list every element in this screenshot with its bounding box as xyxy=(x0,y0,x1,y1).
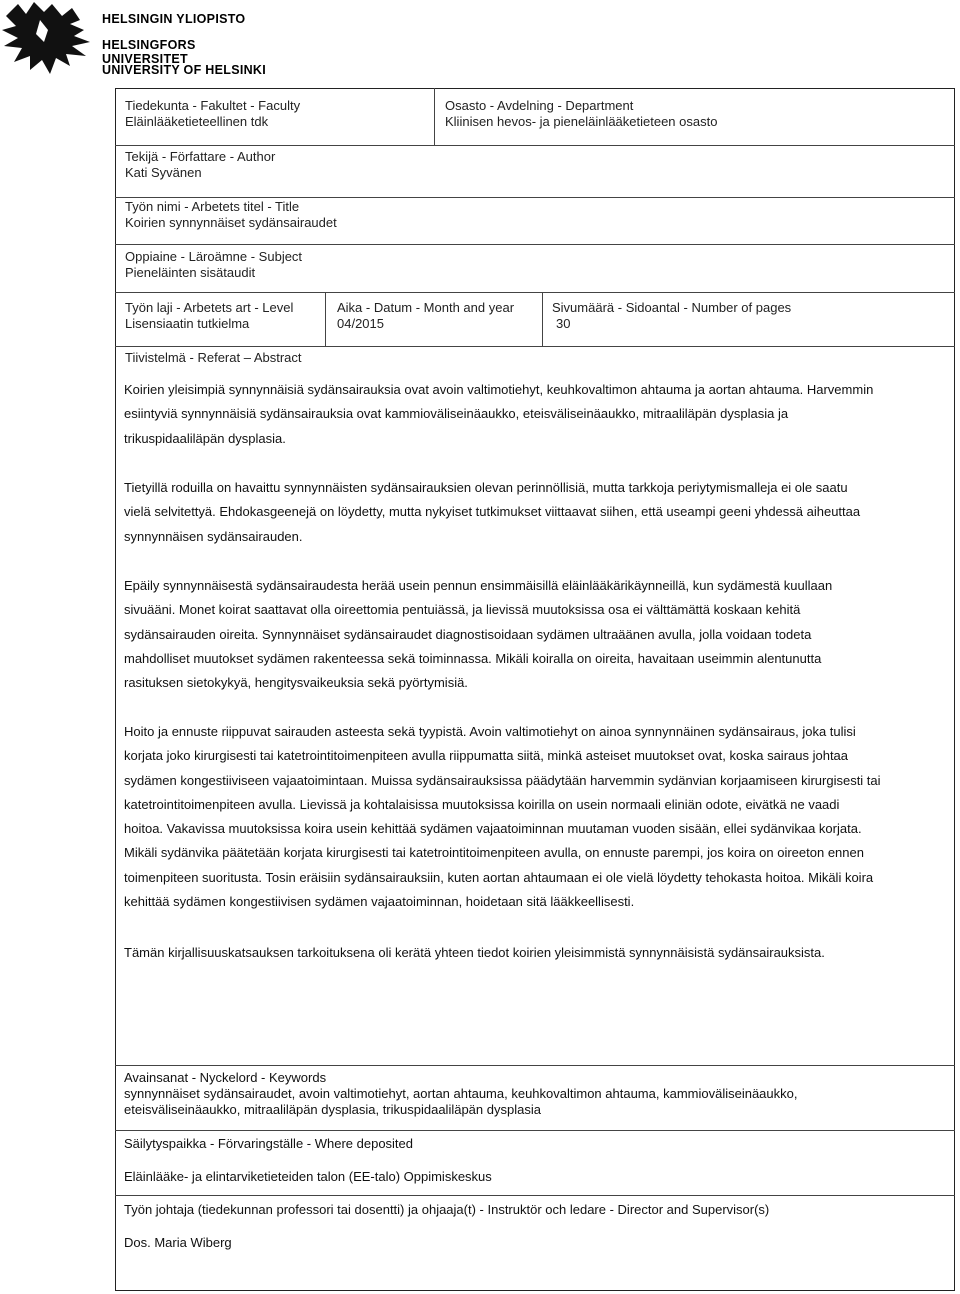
university-logo xyxy=(0,0,280,85)
title-label: Työn nimi - Arbetets titel - Title xyxy=(125,199,300,214)
abstract-paragraph-2 xyxy=(124,476,950,549)
pages-field xyxy=(552,300,791,332)
department-field xyxy=(445,98,717,130)
date-field xyxy=(337,300,514,332)
author-label: Tekijä - Författare - Author xyxy=(125,149,276,164)
author-field xyxy=(125,149,275,181)
abstract-line: sydänsairauden oireita. Synnynnäiset sydänsairaudet diagnostisoidaan sydämen ultraäänen avulla, jolla voidaan todeta xyxy=(124,626,812,642)
abstract-line: Koirien yleisimpiä synnynnäisiä sydänsairauksia ovat avoin valtimotiehyt, keuhkovaltimon ahtauma ja aortan ahtauma. Harvemmin xyxy=(124,382,874,397)
title-field xyxy=(125,199,337,231)
abstract-line: korjata joko kirurgisesti tai katetrointitoimenpiteen avulla riippumatta siitä, minkä asteiset muutokset ovat, koska sairaus johtaa xyxy=(124,748,849,764)
date-label: Aika - Datum - Month and year xyxy=(337,300,515,315)
divider xyxy=(115,1130,955,1131)
divider xyxy=(115,1195,955,1196)
faculty-label: Tiedekunta - Fakultet - Faculty xyxy=(125,98,301,113)
abstract-paragraph-5 xyxy=(124,941,950,965)
supervisor-label: Työn johtaja (tiedekunnan professori tai dosentti) ja ohjaaja(t) - Instruktör och ledare - Director and Supervisor(s) xyxy=(124,1202,770,1217)
deposited-field xyxy=(124,1136,492,1185)
university-name-en: UNIVERSITY OF HELSINKI xyxy=(102,63,267,77)
abstract-line: esiintyviä synnynnäisiä sydänsairauksia ovat kammioväliseinäaukko, eteisväliseinäaukko, mitraaliläpän dysplasia ja xyxy=(124,406,789,422)
supervisor-value: Dos. Maria Wiberg xyxy=(124,1235,232,1250)
abstract-line: Mikäli sydänvika päätetään korjata kirurgisesti tai katetrointitoimenpiteen avulla, on ennuste parempi, jos koira on oireeton ennen xyxy=(124,845,864,861)
abstract-line: hoitoa. Vakavissa muutoksissa koira usein kehittää sydämen vajaatoiminnan muutaman vuoden sisään, ellei sydänvikaa korjata. xyxy=(124,821,862,837)
divider xyxy=(115,145,955,146)
flame-logo-icon xyxy=(0,0,100,80)
abstract-line: Hoito ja ennuste riippuvat sairauden asteesta sekä tyypistä. Avoin valtimotiehyt on ainoa synnynnäinen sydänsairaus, joka tulisi xyxy=(124,724,856,739)
divider xyxy=(325,292,326,346)
pages-value: 30 xyxy=(556,316,571,331)
title-value: Koirien synnynnäiset sydänsairaudet xyxy=(125,215,337,230)
divider xyxy=(434,88,435,145)
level-value: Lisensiaatin tutkielma xyxy=(125,316,250,331)
abstract-paragraph-1 xyxy=(124,378,950,451)
abstract-heading: Tiivistelmä - Referat – Abstract xyxy=(125,350,302,365)
date-value: 04/2015 xyxy=(337,316,384,331)
supervisor-field xyxy=(124,1202,769,1251)
university-name-sv: HELSINGFORS UNIVERSITET xyxy=(102,38,196,66)
deposited-label: Säilytyspaikka - Förvaringställe - Where deposited xyxy=(124,1136,414,1151)
abstract-line: mahdolliset muutokset sydämen rakenteessa sekä toiminnassa. Mikäli koiralla on oireita, havaitaan useimmin alentunutta xyxy=(124,650,822,666)
abstract-line: sydämen kongestiiviseen vajaatoimintaan. Muissa sydänsairauksissa päädytään harvemmin sydänvian korjaamiseen kirurgisesti tai xyxy=(124,772,881,788)
divider xyxy=(115,346,955,347)
abstract-line: sivuääni. Monet koirat saattavat olla oireettomia pentuiässä, ja lievissä muutoksissa osa ei välttämättä koskaan kehitä xyxy=(124,602,801,618)
abstract-line: kehittää sydämen kongestiivisen sydämen vajaatoiminnan, hoidetaan sitä lääkkeellisesti. xyxy=(124,894,635,910)
pages-label: Sivumäärä - Sidoantal - Number of pages xyxy=(552,300,792,315)
subject-label: Oppiaine - Läroämne - Subject xyxy=(125,249,303,264)
abstract-line: trikuspidaaliläpän dysplasia. xyxy=(124,430,286,446)
abstract-line: Tämän kirjallisuuskatsauksen tarkoituksena oli kerätä yhteen tiedot koirien yleisimmistä synnynnäisistä sydänsairauksista. xyxy=(124,945,825,960)
divider xyxy=(115,292,955,293)
deposited-value: Eläinlääke- ja elintarviketieteiden talon (EE-talo) Oppimiskeskus xyxy=(124,1169,492,1184)
abstract-paragraph-4 xyxy=(124,720,950,914)
keywords-line: eteisväliseinäaukko, mitraaliläpän dysplasia, trikuspidaaliläpän dysplasia xyxy=(124,1102,541,1117)
divider xyxy=(115,197,955,198)
abstract-line: vielä selvitettyä. Ehdokasgeenejä on löydetty, mutta nykyiset tutkimukset viittaavat siihen, että useampi geeni yhdessä aiheuttaa xyxy=(124,504,861,520)
author-value: Kati Syvänen xyxy=(125,165,202,180)
abstract-line: Tietyillä roduilla on havaittu synnynnäisten sydänsairauksien olevan perinnöllisiä, mutta tarkkoja periytymismalleja ei ole saatu xyxy=(124,480,848,495)
subject-value: Pieneläinten sisätaudit xyxy=(125,265,256,280)
keywords-label: Avainsanat - Nyckelord - Keywords xyxy=(124,1070,327,1085)
department-value: Kliinisen hevos- ja pieneläinlääketieteen osasto xyxy=(445,114,718,129)
level-label: Työn laji - Arbetets art - Level xyxy=(125,300,294,315)
abstract-line: toimenpiteen suoritusta. Tosin eräisiin sydänsairauksiin, kuten aortan ahtaumaan ei ole vielä löydetty tehokasta hoitoa. Mikäli koira xyxy=(124,869,874,885)
keywords-line: synnynnäiset sydänsairaudet, avoin valtimotiehyt, aortan ahtauma, keuhkovaltimon ahtauma, kammioväliseinäaukko, xyxy=(124,1086,798,1101)
keywords-field xyxy=(124,1070,797,1118)
abstract-line: Epäily synnynnäisestä sydänsairaudesta herää usein pennun ensimmäisillä eläinlääkärikäynneillä, kun sydämestä kuullaan xyxy=(124,578,833,593)
level-field xyxy=(125,300,293,332)
faculty-value: Eläinlääketieteellinen tdk xyxy=(125,114,269,129)
abstract-paragraph-3 xyxy=(124,574,950,695)
abstract-line: rasituksen sietokykyä, hengitysvaikeuksia sekä pyörtymisiä. xyxy=(124,675,468,691)
subject-field xyxy=(125,249,302,281)
abstract-line: synnynnäisen sydänsairauden. xyxy=(124,528,303,544)
department-label: Osasto - Avdelning - Department xyxy=(445,98,634,113)
divider xyxy=(542,292,543,346)
university-name-fi: HELSINGIN YLIOPISTO xyxy=(102,12,246,26)
abstract-line: katetrointitoimenpiteen avulla. Lievissä ja kohtalaisissa muutoksissa koirilla on usein normaali eliniän odote, eivätkä ne vaadi xyxy=(124,796,840,812)
faculty-field xyxy=(125,98,300,130)
divider xyxy=(115,1065,955,1066)
divider xyxy=(115,244,955,245)
